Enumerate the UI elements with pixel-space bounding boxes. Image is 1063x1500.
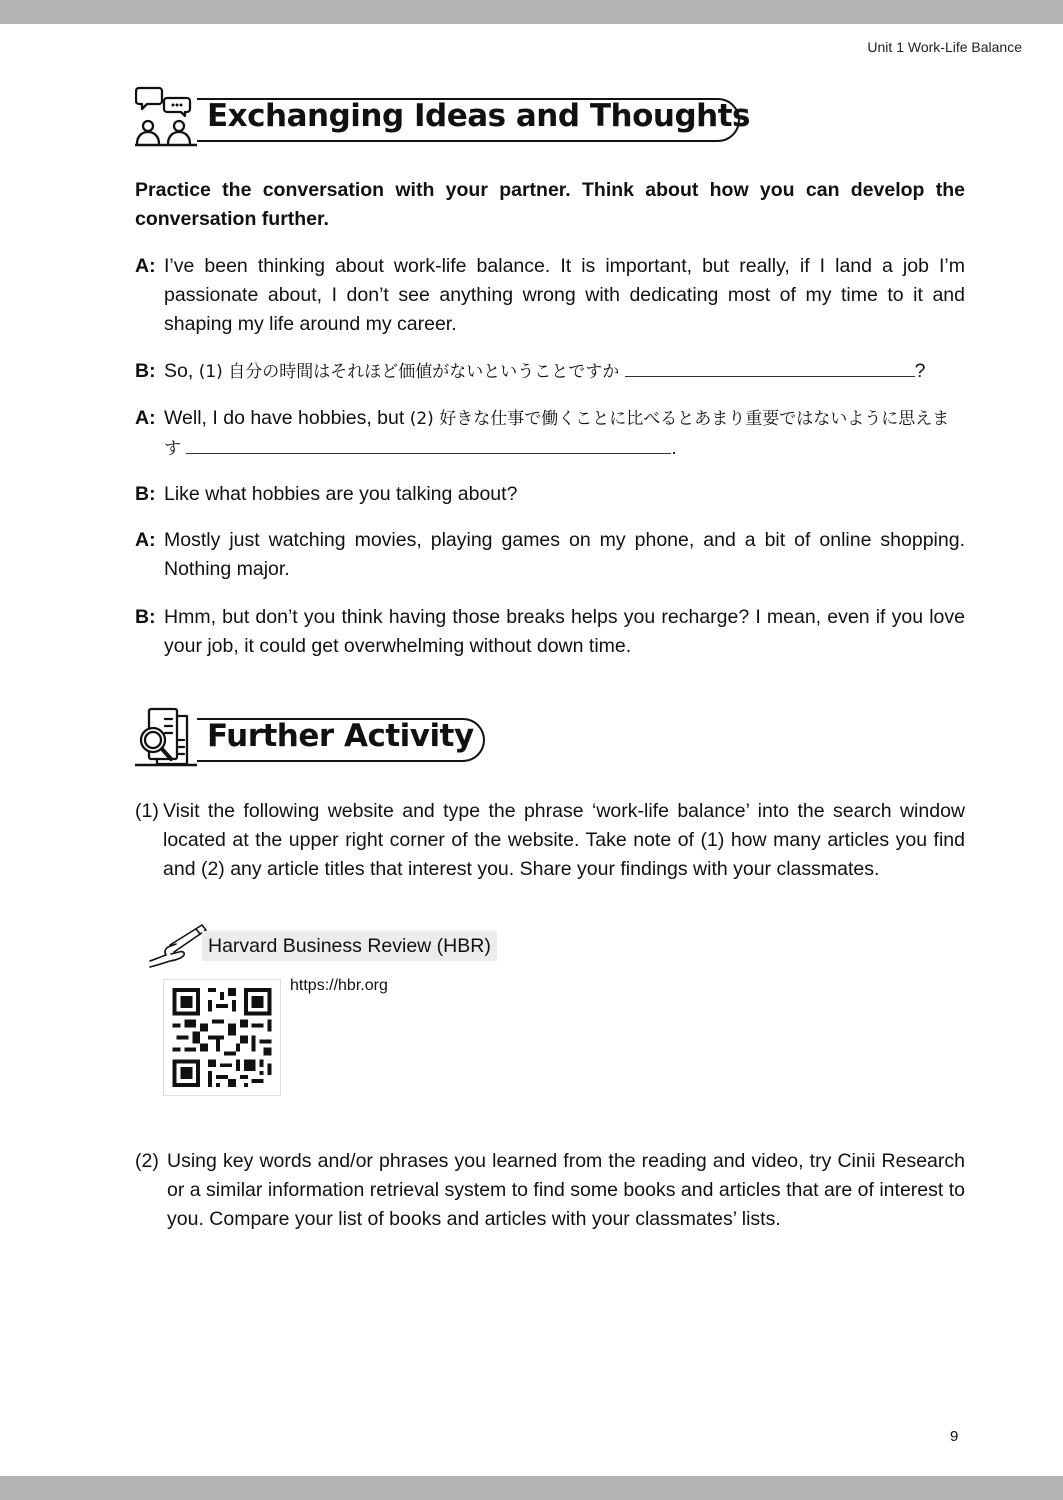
dialogue-turn	[135, 404, 965, 464]
dialogue-turn	[135, 357, 965, 387]
activity-item	[135, 1147, 965, 1234]
section-title-pill	[197, 718, 485, 762]
section-title: Exchanging Ideas and Thoughts	[207, 98, 750, 134]
hand-pointing-pen-icon	[148, 921, 210, 971]
resource-name: Harvard Business Review (HBR)	[202, 931, 497, 961]
instruction-text: Practice the conversation with your partner. Think about how you can develop the conversation further.	[135, 179, 965, 230]
speaker-label: A:	[135, 255, 156, 277]
section-title: Further Activity	[207, 718, 474, 754]
dialogue-turn	[135, 603, 965, 661]
speaker-label: B:	[135, 606, 156, 628]
bottom-band	[0, 1476, 1063, 1500]
dialogue-turn	[135, 252, 965, 339]
dialogue-text: I’ve been thinking about work-life balance. It is important, but really, if I land a job I’m passionate about, I don’t see anything wrong with dedicating most of my time to it and shaping my life around my career.	[164, 255, 965, 335]
dialogue-text: Like what hobbies are you talking about?	[164, 483, 518, 505]
answer-blank[interactable]	[625, 358, 915, 377]
japanese-prompt: 自分の時間はそれほど価値がないということですか	[228, 362, 620, 382]
section-heading-exchanging	[135, 84, 750, 144]
dialogue-turn	[135, 480, 965, 509]
qr-code[interactable]	[163, 979, 281, 1096]
dialogue-text: Hmm, but don’t you think having those breaks helps you recharge? I mean, even if you love your job, it could get overwhelming without down time.	[164, 606, 965, 657]
running-header: Unit 1 Work-Life Balance	[867, 39, 1022, 55]
section-heading-further	[135, 704, 485, 764]
top-band	[0, 0, 1063, 24]
dialogue-punct: ?	[914, 360, 926, 382]
page-number: 9	[950, 1428, 959, 1445]
resource-url[interactable]: https://hbr.org	[290, 977, 388, 994]
dialogue-text: So,	[164, 360, 199, 382]
speaker-label: A:	[135, 529, 156, 551]
item-text: Using key words and/or phrases you learned from the reading and video, try Cinii Research or a similar information retrieval system to find some books and articles that are of interest to you. Compare your list of books and articles with your classmates’ lists.	[167, 1150, 965, 1230]
speaker-label: B:	[135, 360, 156, 382]
dialogue-text: Mostly just watching movies, playing games on my phone, and a bit of online shopping. Nothing major.	[164, 529, 965, 580]
dialogue-punct: .	[671, 437, 677, 459]
document-magnifier-icon	[135, 704, 197, 768]
speaker-label: B:	[135, 483, 156, 505]
blank-number: (1)	[198, 362, 223, 382]
item-number: (1)	[135, 800, 159, 822]
item-number: (2)	[135, 1150, 159, 1172]
dialogue-turn	[135, 526, 965, 584]
dialogue-text: Well, I do have hobbies, but	[164, 407, 410, 429]
answer-blank[interactable]	[186, 435, 671, 454]
japanese-prompt: 好きな仕事で働くことに比べるとあまり重要ではないように思えます	[164, 409, 950, 459]
activity-item	[135, 797, 965, 884]
speaker-label: A:	[135, 407, 156, 429]
section-title-pill	[197, 98, 750, 142]
discussion-people-icon	[135, 84, 197, 148]
item-text: Visit the following website and type the phrase ‘work-life balance’ into the search window located at the upper right corner of the website. Take note of (1) how many articles you find and (2) any article titles that interest you. Share your findings with your classmates.	[163, 800, 965, 880]
blank-number: (2)	[409, 409, 434, 429]
